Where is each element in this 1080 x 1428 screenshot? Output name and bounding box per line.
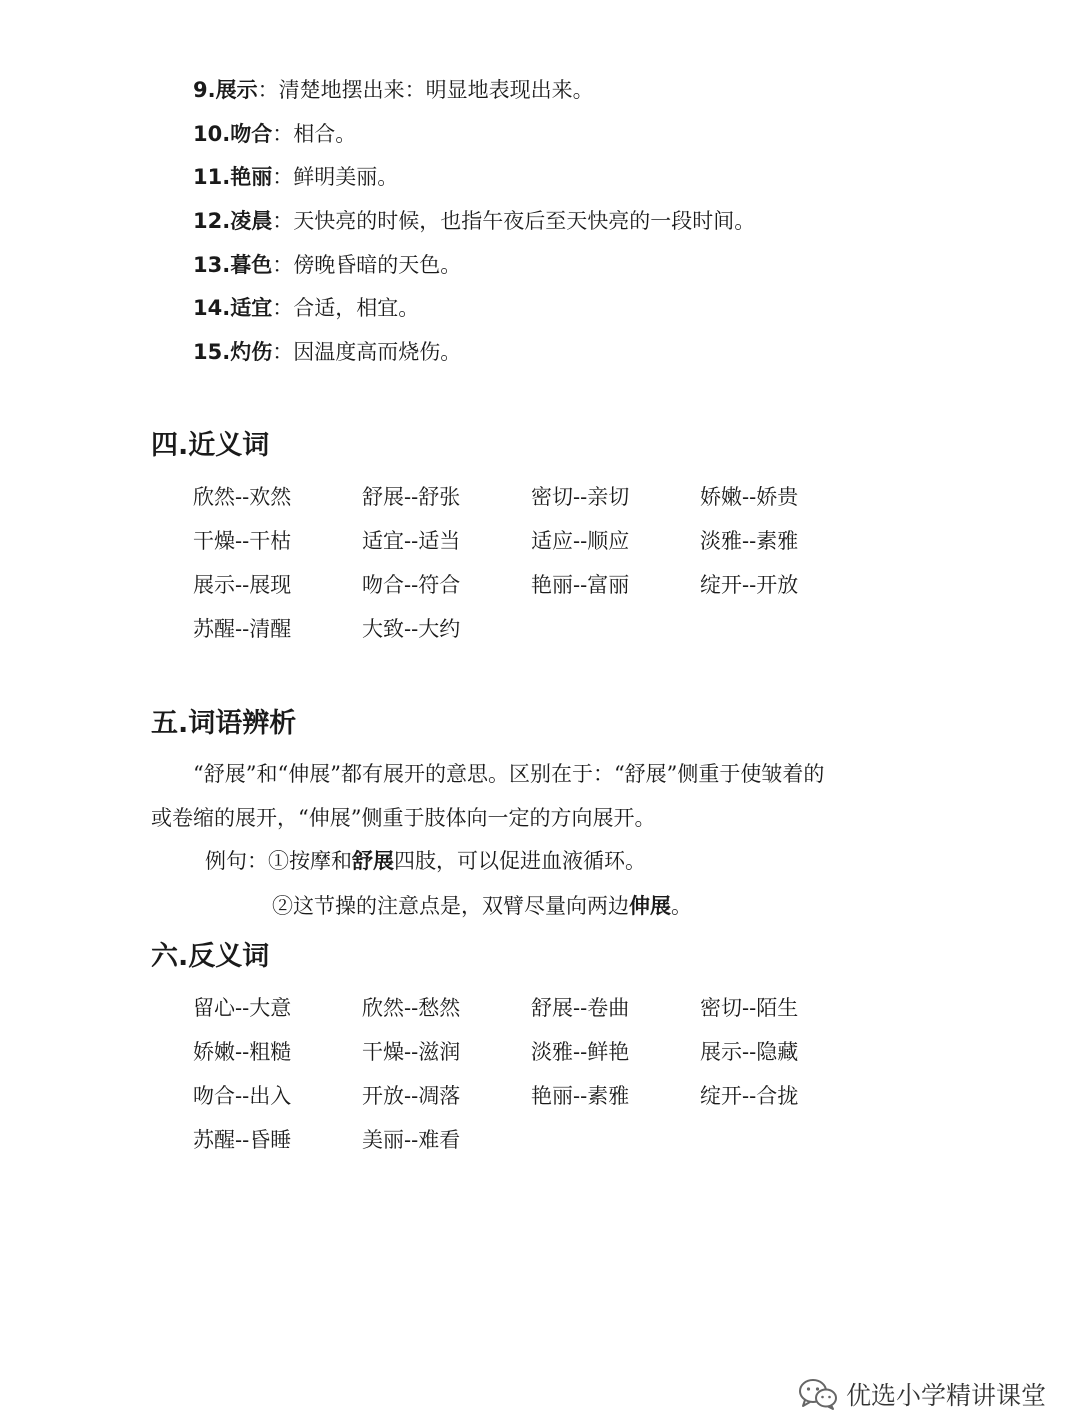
- definition-separator: ：: [272, 121, 294, 146]
- example-keyword: 舒展: [352, 849, 394, 873]
- antonym-pair: 苏醒--昏睡: [193, 1128, 292, 1152]
- antonym-pair: 娇嫩--粗糙: [193, 1040, 292, 1064]
- synonym-pair: 欣然--欢然: [193, 485, 292, 509]
- antonym-pair: 吻合--出入: [193, 1084, 292, 1108]
- example-text: 。: [671, 894, 692, 918]
- definition-list: [193, 70, 755, 376]
- definition-text: 合适，相宜。: [293, 296, 420, 321]
- definition-separator: ：: [272, 165, 294, 190]
- example-text: ②这节操的注意点是，双臂尽量向两边: [272, 894, 629, 918]
- synonym-pair: 吻合--符合: [362, 573, 461, 597]
- definition-term: 10.吻合: [193, 121, 273, 146]
- definition-text: 天快亮的时候，也指午夜后至天快亮的一段时间。: [293, 209, 756, 234]
- watermark-text: 优选小学精讲课堂: [845, 1381, 1046, 1410]
- section-heading-synonyms: 四.近义词: [151, 430, 270, 461]
- definition-term: 9.展示: [193, 78, 258, 102]
- definition-text: 相合。: [293, 121, 357, 146]
- example-sentence-1: [205, 844, 646, 878]
- definition-text: 傍晚昏暗的天色。: [293, 252, 462, 277]
- synonym-pair: 苏醒--清醒: [193, 617, 292, 641]
- definition-separator: ：: [257, 78, 279, 102]
- definition-term: 13.暮色: [193, 252, 273, 277]
- definition-separator: ：: [272, 209, 294, 234]
- definition-item: [193, 157, 755, 201]
- antonym-pair: 密切--陌生: [700, 996, 799, 1020]
- antonym-pair: 淡雅--鲜艳: [531, 1040, 630, 1064]
- definition-text: 因温度高而烧伤。: [293, 340, 462, 365]
- example-text: 例句：①按摩和: [205, 849, 352, 873]
- definition-item: [193, 114, 755, 158]
- antonym-pair: 欣然--愁然: [362, 996, 461, 1020]
- definition-item: [193, 70, 755, 114]
- definition-item: [193, 332, 755, 376]
- section-heading-antonyms: 六.反义词: [151, 941, 270, 972]
- synonym-pair: 大致--大约: [362, 617, 461, 641]
- antonym-pair: 展示--隐藏: [700, 1040, 799, 1064]
- example-keyword: 伸展: [629, 894, 671, 918]
- antonym-pair: 舒展--卷曲: [531, 996, 630, 1020]
- synonym-pair: 舒展--舒张: [362, 485, 461, 509]
- analysis-paragraph-line2: 或卷缩的展开，“伸展”侧重于肢体向一定的方向展开。: [151, 806, 656, 830]
- definition-separator: ：: [272, 252, 294, 277]
- definition-item: [193, 288, 755, 332]
- synonym-pair: 绽开--开放: [700, 573, 799, 597]
- antonym-pair: 留心--大意: [193, 996, 292, 1020]
- wechat-icon: [798, 1377, 838, 1411]
- antonym-pair: 干燥--滋润: [362, 1040, 461, 1064]
- synonym-pair: 艳丽--富丽: [531, 573, 630, 597]
- synonym-pair: 适应--顺应: [531, 529, 630, 553]
- definition-term: 15.灼伤: [193, 340, 273, 365]
- synonym-pair: 淡雅--素雅: [700, 529, 799, 553]
- antonym-pair: 开放--凋落: [362, 1084, 461, 1108]
- definition-text: 清楚地摆出来：明显地表现出来。: [278, 78, 594, 102]
- analysis-paragraph-line1: “舒展”和“伸展”都有展开的意思。区别在于：“舒展”侧重于使皱着的: [193, 762, 825, 786]
- watermark: [798, 1376, 1046, 1412]
- definition-separator: ：: [272, 296, 294, 321]
- synonym-pair: 密切--亲切: [531, 485, 630, 509]
- section-heading-analysis: 五.词语辨析: [151, 708, 297, 739]
- definition-term: 12.凌晨: [193, 209, 273, 234]
- example-sentence-2: [272, 889, 692, 923]
- definition-separator: ：: [272, 340, 294, 365]
- definition-term: 14.适宜: [193, 296, 273, 321]
- synonym-pair: 娇嫩--娇贵: [700, 485, 799, 509]
- synonym-pair: 干燥--干枯: [193, 529, 292, 553]
- definition-item: [193, 201, 755, 245]
- definition-text: 鲜明美丽。: [293, 165, 399, 190]
- antonym-pair: 艳丽--素雅: [531, 1084, 630, 1108]
- antonym-pair: 绽开--合拢: [700, 1084, 799, 1108]
- synonym-pair: 适宜--适当: [362, 529, 461, 553]
- definition-item: [193, 245, 755, 289]
- definition-term: 11.艳丽: [193, 165, 273, 190]
- synonym-pair: 展示--展现: [193, 573, 292, 597]
- antonym-pair: 美丽--难看: [362, 1128, 461, 1152]
- example-text: 四肢，可以促进血液循环。: [394, 849, 646, 873]
